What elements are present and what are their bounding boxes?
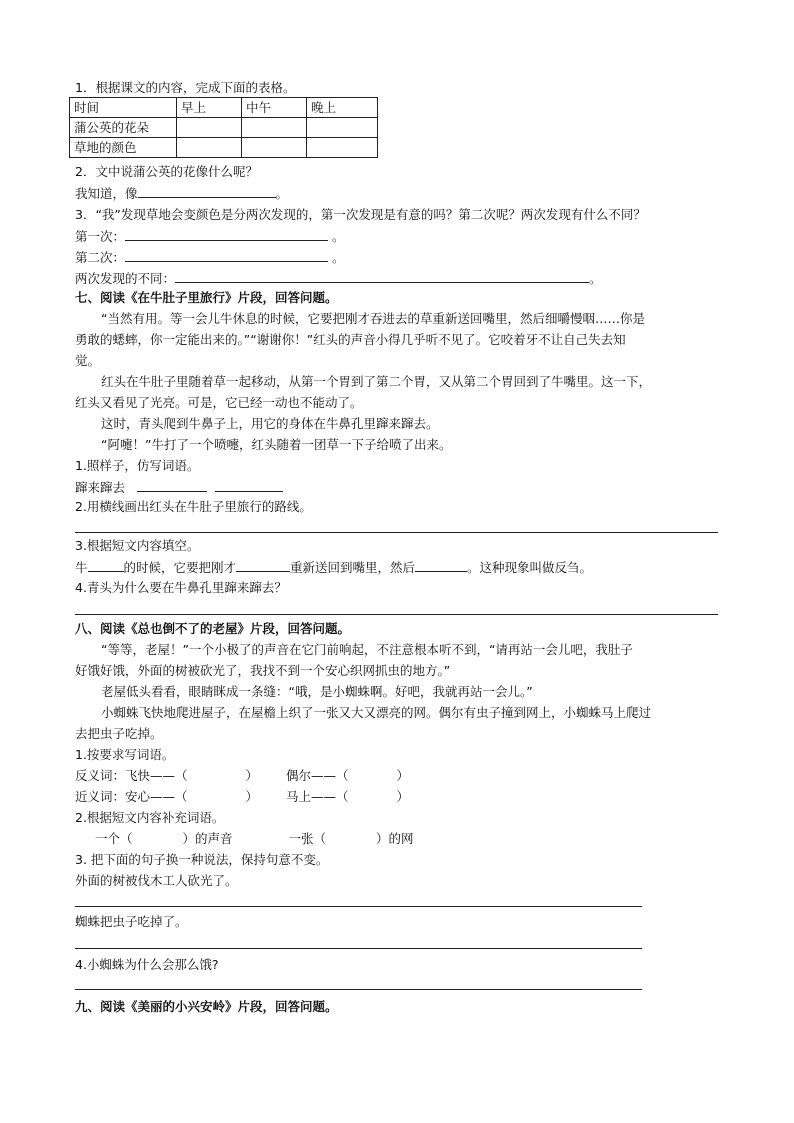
table-cell[interactable] xyxy=(242,118,307,138)
passage-line: 红头在牛肚子里随着草一起移动，从第一个胃到了第二个胃，又从第二个胃回到了牛嘴里。这一下， xyxy=(101,374,652,389)
answer-blank[interactable] xyxy=(415,559,467,572)
answer-blank[interactable] xyxy=(138,185,276,198)
close-paren: ） xyxy=(245,768,259,783)
passage-line: 老屋低头看看，眼睛眯成一条缝：“哦，是小蜘蛛啊。好吧，我就再站一会儿。” xyxy=(101,684,533,699)
section-7-heading: 七、阅读《在牛肚子里旅行》片段，回答问题。 xyxy=(75,290,338,305)
row-label-flower: 蒲公英的花朵 xyxy=(70,118,177,138)
table-cell[interactable] xyxy=(307,138,378,158)
second-label: 第二次： xyxy=(75,250,126,265)
fill-text: 一个（ xyxy=(95,831,133,846)
passage-line: “阿嚏！”牛打了一个喷嚏，红头随着一团草一下子给喷了出来。 xyxy=(101,437,452,452)
period: 。 xyxy=(332,250,345,265)
s8-question-2: 2.根据短文内容补充词语。 xyxy=(75,810,225,825)
table-row xyxy=(70,138,378,158)
answer-blank[interactable] xyxy=(215,479,283,492)
answer-blank[interactable] xyxy=(137,479,207,492)
header-morning: 早上 xyxy=(177,98,242,118)
s7-example-line xyxy=(75,479,283,496)
passage-line: 小蜘蛛飞快地爬进屋子，在屋檐上织了一张又大又漂亮的网。偶尔有虫子撞到网上，小蜘蛛马上爬过 xyxy=(101,705,652,720)
s8-fill-line xyxy=(95,831,414,847)
table-cell[interactable] xyxy=(307,118,378,138)
section-8-heading: 八、阅读《总也倒不了的老屋》片段，回答问题。 xyxy=(75,621,351,636)
s7-question-1: 1.照样子，仿写词语。 xyxy=(75,458,200,473)
sentence-2: 蜘蛛把虫子吃掉了。 xyxy=(75,914,188,929)
fill-text: 牛 xyxy=(75,560,88,575)
header-evening: 晚上 xyxy=(307,98,378,118)
synonym-line xyxy=(75,789,409,805)
answer-blank[interactable] xyxy=(125,249,328,262)
s7-question-2: 2.用横线画出红头在牛肚子里旅行的路线。 xyxy=(75,499,312,514)
period: 。 xyxy=(332,229,345,244)
row-label-grass: 草地的颜色 xyxy=(70,138,177,158)
answer-blank[interactable] xyxy=(175,270,589,283)
header-time: 时间 xyxy=(70,98,177,118)
answer-blank[interactable] xyxy=(125,228,328,241)
passage-line: 去把虫子吃掉。 xyxy=(75,726,163,741)
answer-suffix: 。 xyxy=(275,186,289,201)
fill-text: 的时候，它要把刚才 xyxy=(123,560,237,575)
s8-question-3: 3. 把下面的句子换一种说法，保持句意不变。 xyxy=(75,852,329,867)
passage-line: “当然有用。等一会儿牛休息的时候，它要把刚才吞进去的草重新送回嘴里，然后细嚼慢咽……你是 xyxy=(101,311,645,326)
header-noon: 中午 xyxy=(242,98,307,118)
answer-difference xyxy=(75,270,602,287)
answer-second xyxy=(75,249,345,266)
passage-line: 好饿好饿，外面的树被砍光了，我找不到一个安心织网抓虫的地方。” xyxy=(75,663,451,678)
close-paren: ） xyxy=(245,789,259,804)
question-2: 2．文中说蒲公英的花像什么呢？ xyxy=(75,164,258,179)
period: 。 xyxy=(589,271,602,286)
passage-line: “等等，老屋！”一个小极了的声音在它门前响起，不注意根本听不到，“请再站一会儿吧，我肚子 xyxy=(101,642,633,657)
answer-first xyxy=(75,228,345,245)
passage-line: 觉。 xyxy=(75,353,101,368)
passage-line: 红头又看见了光亮。可是，它已经一动也不能动了。 xyxy=(75,395,363,410)
s7-fill-line xyxy=(75,559,592,576)
fill-text: 重新送回到嘴里，然后 xyxy=(290,560,416,575)
table-cell[interactable] xyxy=(177,138,242,158)
antonym-line xyxy=(75,768,409,784)
synonym-label-2: 马上——（ xyxy=(286,789,349,804)
s8-question-4: 4.小蜘蛛为什么会那么饿? xyxy=(75,957,219,972)
answer-rule[interactable] xyxy=(75,948,642,949)
answer-blank[interactable] xyxy=(236,559,290,572)
table-cell[interactable] xyxy=(177,118,242,138)
antonym-label-2: 偶尔——（ xyxy=(286,768,349,783)
answer-rule[interactable] xyxy=(75,532,718,533)
passage-line: 这时，青头爬到牛鼻子上，用它的身体在牛鼻孔里蹿来蹿去。 xyxy=(101,416,439,431)
section-9-heading: 九、阅读《美丽的小兴安岭》片段，回答问题。 xyxy=(75,999,338,1014)
table-row xyxy=(70,118,378,138)
table-cell[interactable] xyxy=(242,138,307,158)
answer-blank[interactable] xyxy=(88,559,124,572)
difference-label: 两次发现的不同： xyxy=(75,271,176,286)
s8-question-1: 1.按要求写词语。 xyxy=(75,747,175,762)
example-word: 蹿来蹿去 xyxy=(75,480,126,495)
fill-text: ）的声音 xyxy=(182,831,233,846)
sentence-1: 外面的树被伐木工人砍光了。 xyxy=(75,873,238,888)
answer-line-2 xyxy=(75,185,288,202)
close-paren: ） xyxy=(396,768,410,783)
question-1: 1．根据课文的内容，完成下面的表格。 xyxy=(75,80,296,95)
table-header-row xyxy=(70,98,378,118)
first-label: 第一次： xyxy=(75,229,126,244)
fill-text: ）的网 xyxy=(376,831,414,846)
s7-question-3: 3.根据短文内容填空。 xyxy=(75,538,200,553)
answer-rule[interactable] xyxy=(75,989,642,990)
fill-text: 。这种现象叫做反刍。 xyxy=(467,560,593,575)
s7-question-4: 4.青头为什么要在牛鼻孔里蹿来蹿去？ xyxy=(75,580,287,595)
fill-text: 一张（ xyxy=(288,831,327,846)
passage-line: 勇敢的蟋蟀，你一定能出来的。”“谢谢你！”红头的声音小得几乎听不见了。它咬着牙不让自己失去知 xyxy=(75,332,626,347)
question-3: 3．“我”发现草地会变颜色是分两次发现的，第一次发现是有意的吗？第二次呢？两次发现有什么不同？ xyxy=(75,207,646,222)
answer-prefix: 我知道，像 xyxy=(75,186,138,201)
synonym-label: 近义词：安心——（ xyxy=(75,789,188,804)
answer-rule[interactable] xyxy=(75,614,718,615)
observation-table xyxy=(69,97,378,158)
answer-rule[interactable] xyxy=(75,906,642,907)
antonym-label: 反义词：飞快——（ xyxy=(75,768,188,783)
close-paren: ） xyxy=(396,789,410,804)
